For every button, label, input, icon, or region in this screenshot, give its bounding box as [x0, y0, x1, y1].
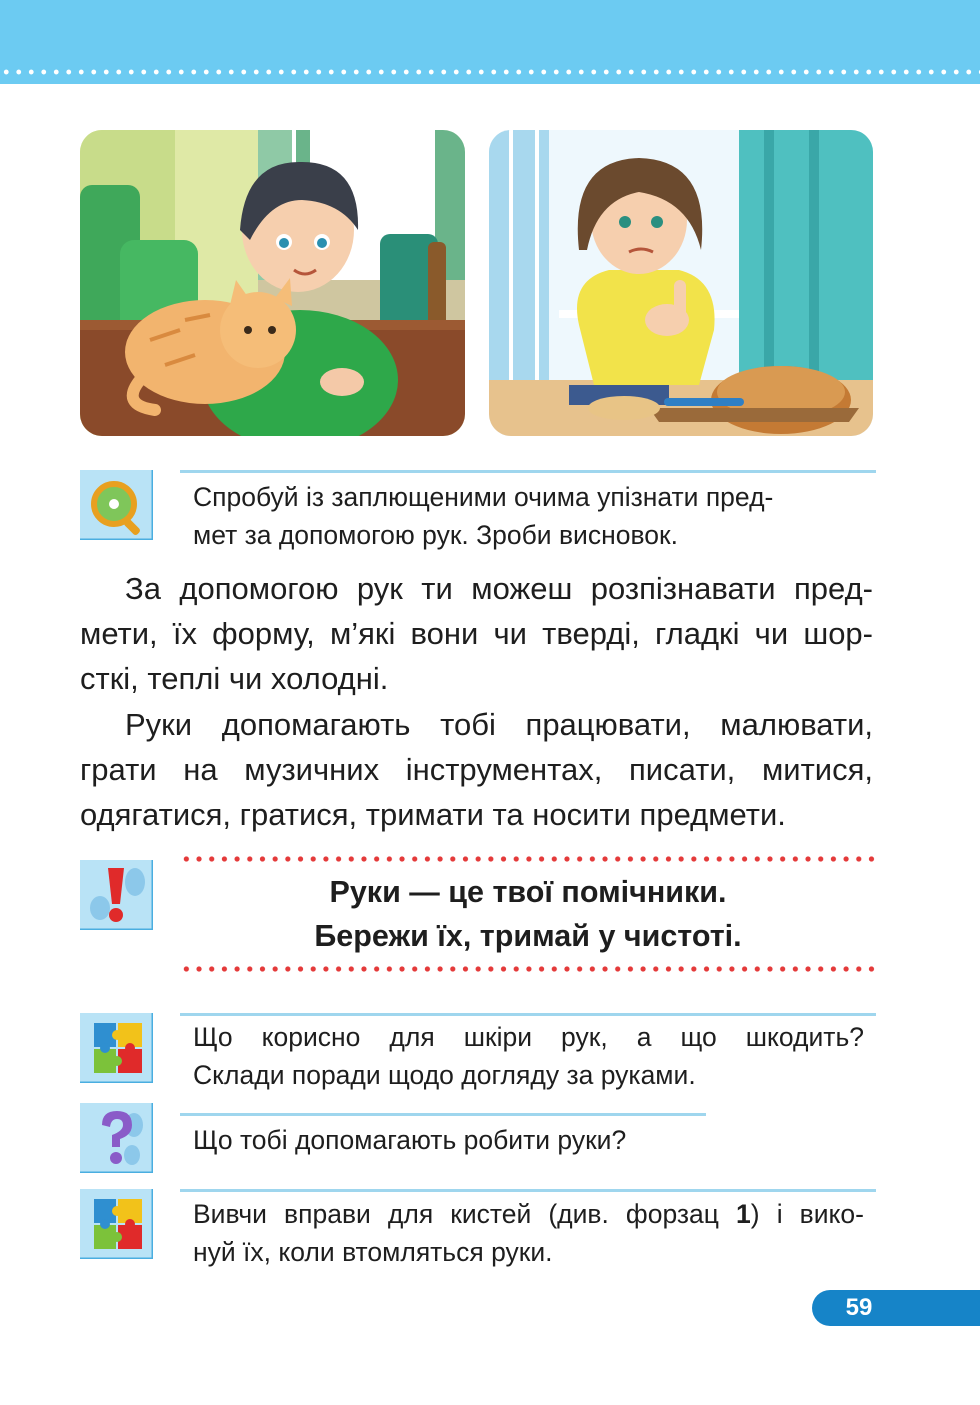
task-text-line: нуй їх, коли втомляться руки. [193, 1237, 553, 1267]
page-number: 59 [845, 1294, 873, 1321]
paragraph-line: Руки допомагають тобі працювати, малювати, [125, 707, 873, 742]
magnifier-icon [80, 470, 153, 540]
rule-text [180, 870, 876, 958]
task-line [180, 1189, 876, 1192]
task-text-line: мет за допомогою рук. Зроби висновок. [193, 520, 678, 550]
task-text-line: Що тобі допомагають робити руки? [193, 1125, 627, 1155]
paragraph-line: мети, їх форму, м’які вони чи тверді, гладкі чи шор- [80, 616, 873, 651]
puzzle-icon [80, 1013, 153, 1083]
task-line [180, 470, 876, 473]
task-text-line: Склади поради щодо догляду за руками. [193, 1060, 696, 1090]
task-line [180, 1113, 706, 1116]
task-text-line: Що корисно для шкіри рук, а що шкодить? [193, 1022, 864, 1052]
paragraph [80, 702, 873, 837]
task-text-part: Вивчи вправи для кистей (див. форзац [193, 1199, 737, 1229]
girl-hurt-finger-illustration [489, 130, 873, 436]
task-text-part: ) і вико- [750, 1199, 864, 1229]
puzzle-icon [80, 1189, 153, 1259]
question-icon [80, 1103, 153, 1173]
paragraph-line: одягатися, гратися, тримати та носити предмети. [80, 797, 786, 832]
paragraph [80, 566, 873, 701]
rule-line: Бережи їх, тримай у чистоті. [314, 919, 742, 953]
paragraph-line: грати на музичних інструментах, писати, митися, [80, 752, 873, 787]
paragraph-line: сткі, теплі чи холодні. [80, 661, 389, 696]
task-text [193, 1018, 864, 1094]
exclamation-icon [80, 860, 153, 930]
task-text [193, 478, 868, 554]
rule-line: Руки — це твої помічники. [329, 875, 727, 909]
header-dotted-border [0, 69, 980, 75]
task-text [193, 1195, 864, 1271]
task-text-line: Спробуй із заплющеними очима упізнати пред- [193, 482, 774, 512]
forzac-number: 1 [736, 1199, 751, 1229]
dotted-rule-bottom [180, 966, 876, 972]
page-number-tab [812, 1290, 980, 1326]
boy-petting-cat-illustration [80, 130, 465, 436]
dotted-rule-top [180, 856, 876, 862]
task-text-line [193, 1195, 864, 1233]
task-line [180, 1013, 876, 1016]
paragraph-line: За допомогою рук ти можеш розпізнавати пред- [125, 571, 873, 606]
task-text [193, 1121, 864, 1159]
